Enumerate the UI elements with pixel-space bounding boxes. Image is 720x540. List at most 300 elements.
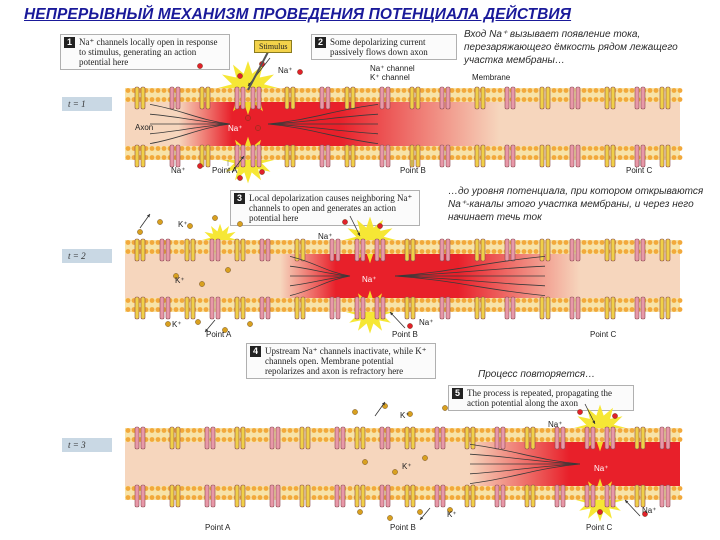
phospholipid-head xyxy=(468,298,473,303)
phospholipid-head xyxy=(426,240,431,245)
phospholipid-head xyxy=(192,428,197,433)
phospholipid-head xyxy=(276,146,281,151)
phospholipid-head xyxy=(486,155,491,160)
phospholipid-head xyxy=(336,88,341,93)
na-channel xyxy=(570,145,574,167)
phospholipid-head xyxy=(498,298,503,303)
phospholipid-head xyxy=(288,428,293,433)
na-ion xyxy=(597,509,602,514)
phospholipid-head xyxy=(348,486,353,491)
na-channel xyxy=(666,485,670,507)
phospholipid-head xyxy=(486,437,491,442)
phospholipid-head xyxy=(156,298,161,303)
phospholipid-head xyxy=(516,88,521,93)
phospholipid-head xyxy=(174,249,179,254)
phospholipid-head xyxy=(186,155,191,160)
phospholipid-head xyxy=(630,88,635,93)
phospholipid-head xyxy=(516,298,521,303)
k-channel xyxy=(605,297,609,319)
point-b-label: Point B xyxy=(390,523,416,532)
phospholipid-head xyxy=(174,240,179,245)
step-number: 2 xyxy=(315,37,326,48)
phospholipid-head xyxy=(552,97,557,102)
k-channel xyxy=(546,239,550,261)
phospholipid-head xyxy=(420,495,425,500)
na-channel xyxy=(210,239,214,261)
phospholipid-head xyxy=(222,146,227,151)
na-channel xyxy=(257,145,261,167)
phospholipid-head xyxy=(264,495,269,500)
phospholipid-head xyxy=(318,307,323,312)
phospholipid-head xyxy=(576,437,581,442)
k-channel xyxy=(475,239,479,261)
phospholipid-head xyxy=(366,437,371,442)
phospholipid-head xyxy=(348,437,353,442)
phospholipid-head xyxy=(264,97,269,102)
phospholipid-head xyxy=(324,495,329,500)
phospholipid-head xyxy=(180,240,185,245)
na-ion-label: Na⁺ xyxy=(228,124,243,133)
phospholipid-head xyxy=(426,495,431,500)
na-channel xyxy=(576,239,580,261)
k-channel xyxy=(235,239,239,261)
k-channel-label: K⁺ channel xyxy=(370,73,410,82)
phospholipid-head xyxy=(264,88,269,93)
phospholipid-head xyxy=(468,249,473,254)
phospholipid-head xyxy=(282,428,287,433)
k-channel xyxy=(611,239,615,261)
na-channel xyxy=(605,485,609,507)
phospholipid-head xyxy=(192,88,197,93)
phospholipid-head xyxy=(330,155,335,160)
na-channel xyxy=(511,145,515,167)
k-channel xyxy=(411,239,415,261)
phospholipid-head xyxy=(318,486,323,491)
na-channel xyxy=(170,145,174,167)
phospholipid-head xyxy=(492,307,497,312)
phospholipid-head xyxy=(264,155,269,160)
phospholipid-head xyxy=(156,428,161,433)
na-ion xyxy=(297,69,302,74)
phospholipid-head xyxy=(468,155,473,160)
phospholipid-head xyxy=(516,146,521,151)
phospholipid-head xyxy=(648,428,653,433)
phospholipid-head xyxy=(450,486,455,491)
phospholipid-head xyxy=(150,88,155,93)
phospholipid-head xyxy=(126,88,131,93)
phospholipid-head xyxy=(540,486,545,491)
na-channel xyxy=(511,297,515,319)
phospholipid-head xyxy=(126,437,131,442)
phospholipid-head xyxy=(186,146,191,151)
phospholipid-head xyxy=(450,249,455,254)
k-channel xyxy=(635,427,639,449)
phospholipid-head xyxy=(588,298,593,303)
phospholipid-head xyxy=(498,307,503,312)
phospholipid-head xyxy=(594,97,599,102)
phospholipid-head xyxy=(486,486,491,491)
phospholipid-head xyxy=(330,146,335,151)
phospholipid-head xyxy=(462,155,467,160)
na-channel xyxy=(160,239,164,261)
phospholipid-head xyxy=(498,240,503,245)
phospholipid-head xyxy=(348,249,353,254)
phospholipid-head xyxy=(396,249,401,254)
k-channel xyxy=(635,485,639,507)
phospholipid-head xyxy=(420,88,425,93)
k-channel xyxy=(481,87,485,109)
phospholipid-head xyxy=(270,240,275,245)
phospholipid-head xyxy=(420,486,425,491)
phospholipid-head xyxy=(390,240,395,245)
k-channel xyxy=(285,145,289,167)
phospholipid-head xyxy=(510,428,515,433)
k-channel xyxy=(176,427,180,449)
phospholipid-head xyxy=(618,495,623,500)
phospholipid-head xyxy=(126,97,131,102)
phospholipid-head xyxy=(456,240,461,245)
na-channel xyxy=(635,239,639,261)
phospholipid-head xyxy=(450,88,455,93)
phospholipid-head xyxy=(486,249,491,254)
phospholipid-head xyxy=(546,495,551,500)
phospholipid-head xyxy=(306,155,311,160)
phospholipid-head xyxy=(198,437,203,442)
phospholipid-head xyxy=(198,495,203,500)
k-ion xyxy=(225,267,230,272)
phospholipid-head xyxy=(486,88,491,93)
phospholipid-head xyxy=(450,298,455,303)
phospholipid-head xyxy=(648,249,653,254)
na-channel xyxy=(440,87,444,109)
phospholipid-head xyxy=(276,88,281,93)
phospholipid-head xyxy=(162,428,167,433)
k-ion xyxy=(212,215,217,220)
phospholipid-head xyxy=(594,146,599,151)
phospholipid-head xyxy=(246,486,251,491)
phospholipid-head xyxy=(288,495,293,500)
k-channel xyxy=(135,297,139,319)
phospholipid-head xyxy=(528,298,533,303)
phospholipid-head xyxy=(222,428,227,433)
phospholipid-head xyxy=(678,495,683,500)
phospholipid-head xyxy=(192,155,197,160)
k-channel xyxy=(666,297,670,319)
phospholipid-head xyxy=(528,249,533,254)
phospholipid-head xyxy=(228,155,233,160)
na-channel xyxy=(211,427,215,449)
na-channel xyxy=(576,87,580,109)
phospholipid-head xyxy=(390,88,395,93)
k-channel xyxy=(411,427,415,449)
phospholipid-head xyxy=(450,437,455,442)
phospholipid-head xyxy=(258,428,263,433)
point-a-label: Point A xyxy=(206,330,232,339)
phospholipid-head xyxy=(198,486,203,491)
phospholipid-head xyxy=(192,437,197,442)
phospholipid-head xyxy=(162,155,167,160)
phospholipid-head xyxy=(462,249,467,254)
phospholipid-head xyxy=(348,428,353,433)
phospholipid-head xyxy=(570,495,575,500)
na-channel xyxy=(611,427,615,449)
phospholipid-head xyxy=(456,88,461,93)
phospholipid-head xyxy=(258,495,263,500)
phospholipid-head xyxy=(276,249,281,254)
phospholipid-head xyxy=(126,249,131,254)
na-channel xyxy=(511,239,515,261)
k-channel xyxy=(306,427,310,449)
phospholipid-head xyxy=(186,486,191,491)
phospholipid-head xyxy=(582,97,587,102)
phospholipid-head xyxy=(150,240,155,245)
phospholipid-head xyxy=(306,240,311,245)
phospholipid-head xyxy=(678,155,683,160)
phospholipid-head xyxy=(126,495,131,500)
phospholipid-head xyxy=(426,249,431,254)
phospholipid-head xyxy=(186,428,191,433)
phospholipid-head xyxy=(264,428,269,433)
phospholipid-head xyxy=(432,249,437,254)
phospholipid-head xyxy=(480,437,485,442)
phospholipid-head xyxy=(312,249,317,254)
phospholipid-head xyxy=(492,146,497,151)
phospholipid-head xyxy=(420,437,425,442)
phospholipid-head xyxy=(246,146,251,151)
na-channel xyxy=(386,427,390,449)
k-channel xyxy=(666,145,670,167)
na-channel xyxy=(135,485,139,507)
phospholipid-head xyxy=(222,249,227,254)
phospholipid-head xyxy=(372,155,377,160)
phospholipid-head xyxy=(366,428,371,433)
phospholipid-head xyxy=(282,298,287,303)
phospholipid-head xyxy=(150,437,155,442)
phospholipid-head xyxy=(186,495,191,500)
phospholipid-head xyxy=(366,146,371,151)
phospholipid-head xyxy=(246,97,251,102)
phospholipid-head xyxy=(306,307,311,312)
phospholipid-head xyxy=(420,155,425,160)
k-channel xyxy=(641,427,645,449)
k-channel xyxy=(361,427,365,449)
phospholipid-head xyxy=(678,97,683,102)
phospholipid-head xyxy=(654,97,659,102)
k-channel xyxy=(410,87,414,109)
phospholipid-head xyxy=(552,249,557,254)
phospholipid-head xyxy=(462,88,467,93)
phospholipid-head xyxy=(552,298,557,303)
phospholipid-head xyxy=(570,486,575,491)
phospholipid-head xyxy=(312,146,317,151)
phospholipid-head xyxy=(468,240,473,245)
k-channel xyxy=(235,297,239,319)
phospholipid-head xyxy=(228,88,233,93)
phospholipid-head xyxy=(372,88,377,93)
na-ion xyxy=(377,223,382,228)
na-channel xyxy=(341,485,345,507)
phospholipid-head xyxy=(264,146,269,151)
k-channel xyxy=(241,297,245,319)
phospholipid-head xyxy=(222,486,227,491)
phospholipid-head xyxy=(372,97,377,102)
phospholipid-head xyxy=(528,155,533,160)
time-label-1: t = 1 xyxy=(62,97,112,111)
phospholipid-head xyxy=(258,437,263,442)
phospholipid-head xyxy=(618,298,623,303)
phospholipid-head xyxy=(600,146,605,151)
phospholipid-head xyxy=(672,155,677,160)
phospholipid-head xyxy=(624,307,629,312)
phospholipid-head xyxy=(654,486,659,491)
phospholipid-head xyxy=(312,88,317,93)
phospholipid-head xyxy=(180,146,185,151)
phospholipid-head xyxy=(150,249,155,254)
phospholipid-head xyxy=(312,437,317,442)
phospholipid-head xyxy=(180,97,185,102)
phospholipid-head xyxy=(396,298,401,303)
phospholipid-head xyxy=(534,97,539,102)
na-channel xyxy=(635,297,639,319)
na-channel xyxy=(555,485,559,507)
phospholipid-head xyxy=(246,249,251,254)
phospholipid-head xyxy=(528,97,533,102)
na-channel xyxy=(440,145,444,167)
phospholipid-head xyxy=(678,437,683,442)
phospholipid-head xyxy=(462,97,467,102)
caption-current-flow: Вход Na⁺ вызывает появление тока, перезаряжающего ёмкость рядом лежащего участка мембраны… xyxy=(464,29,678,66)
na-channel xyxy=(270,485,274,507)
phospholipid-head xyxy=(252,486,257,491)
phospholipid-head xyxy=(330,486,335,491)
na-channel xyxy=(166,239,170,261)
na-channel xyxy=(505,145,509,167)
na-ion xyxy=(577,409,582,414)
k-channel xyxy=(666,239,670,261)
phospholipid-head xyxy=(630,495,635,500)
phospholipid-head xyxy=(306,146,311,151)
phospholipid-head xyxy=(456,146,461,151)
phospholipid-head xyxy=(486,240,491,245)
k-channel xyxy=(465,427,469,449)
phospholipid-head xyxy=(630,428,635,433)
stimulus-electrode-label: Stimulus xyxy=(254,40,292,53)
time-label-2: t = 2 xyxy=(62,249,112,263)
k-channel xyxy=(191,239,195,261)
phospholipid-head xyxy=(318,298,323,303)
phospholipid-head xyxy=(678,298,683,303)
phospholipid-head xyxy=(126,307,131,312)
phospholipid-head xyxy=(492,97,497,102)
k-channel xyxy=(345,87,349,109)
phospholipid-head xyxy=(342,307,347,312)
k-channel xyxy=(605,145,609,167)
phospholipid-head xyxy=(600,88,605,93)
phospholipid-head xyxy=(162,495,167,500)
phospholipid-head xyxy=(588,240,593,245)
phospholipid-head xyxy=(162,97,167,102)
phospholipid-head xyxy=(624,88,629,93)
phospholipid-head xyxy=(360,155,365,160)
phospholipid-head xyxy=(450,495,455,500)
phospholipid-head xyxy=(204,307,209,312)
phospholipid-head xyxy=(252,428,257,433)
phospholipid-head xyxy=(174,298,179,303)
na-channel xyxy=(386,145,390,167)
phospholipid-head xyxy=(486,495,491,500)
phospholipid-head xyxy=(150,307,155,312)
na-channel xyxy=(216,239,220,261)
phospholipid-head xyxy=(174,307,179,312)
na-channel xyxy=(501,485,505,507)
phospholipid-head xyxy=(222,155,227,160)
k-channel xyxy=(611,87,615,109)
k-channel xyxy=(135,87,139,109)
na-channel xyxy=(160,297,164,319)
k-channel xyxy=(170,485,174,507)
phospholipid-head xyxy=(126,240,131,245)
phospholipid-head xyxy=(510,495,515,500)
phospholipid-head xyxy=(180,298,185,303)
phospholipid-head xyxy=(516,155,521,160)
phospholipid-head xyxy=(564,88,569,93)
phospholipid-head xyxy=(600,240,605,245)
phospholipid-head xyxy=(582,146,587,151)
phospholipid-head xyxy=(300,146,305,151)
point-b-label: Point B xyxy=(392,330,418,339)
na-channel xyxy=(666,427,670,449)
phospholipid-head xyxy=(264,437,269,442)
phospholipid-head xyxy=(522,155,527,160)
na-channel xyxy=(576,297,580,319)
na-channel xyxy=(495,485,499,507)
na-ion-label: Na⁺ xyxy=(362,275,377,284)
k-channel xyxy=(300,485,304,507)
k-channel xyxy=(141,297,145,319)
phospholipid-head xyxy=(312,155,317,160)
k-channel xyxy=(206,145,210,167)
phospholipid-head xyxy=(252,240,257,245)
k-ion xyxy=(195,319,200,324)
phospholipid-head xyxy=(654,437,659,442)
k-channel xyxy=(660,297,664,319)
phospholipid-head xyxy=(630,298,635,303)
phospholipid-head xyxy=(432,97,437,102)
phospholipid-head xyxy=(366,307,371,312)
na-influx-arrow xyxy=(390,312,405,328)
phospholipid-head xyxy=(216,437,221,442)
na-channel xyxy=(270,427,274,449)
k-channel xyxy=(481,297,485,319)
na-channel xyxy=(380,87,384,109)
na-channel xyxy=(216,297,220,319)
caption-process-repeats: Процесс повторяется… xyxy=(478,369,596,380)
phospholipid-head xyxy=(366,249,371,254)
phospholipid-head xyxy=(588,88,593,93)
phospholipid-head xyxy=(456,249,461,254)
phospholipid-head xyxy=(486,307,491,312)
phospholipid-head xyxy=(432,146,437,151)
phospholipid-head xyxy=(594,307,599,312)
k-channel xyxy=(660,239,664,261)
step-number: 1 xyxy=(64,37,75,48)
k-channel xyxy=(481,145,485,167)
point-c-label: Point C xyxy=(626,166,653,175)
page-title: НЕПРЕРЫВНЫЙ МЕХАНИЗМ ПРОВЕДЕНИЯ ПОТЕНЦИАЛА ДЕЙСТВИЯ xyxy=(24,6,572,23)
k-channel xyxy=(235,485,239,507)
phospholipid-head xyxy=(360,97,365,102)
k-channel xyxy=(361,485,365,507)
